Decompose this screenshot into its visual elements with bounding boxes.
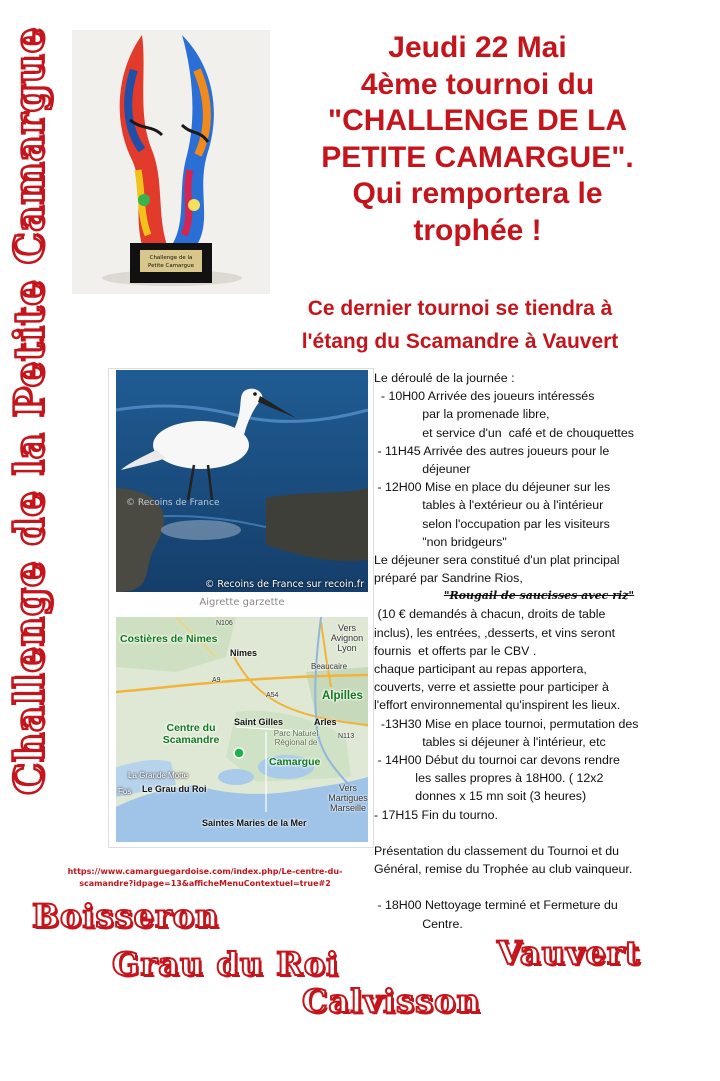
map-label-nimes: Nimes xyxy=(230,648,258,658)
heading-line: Qui remportera le xyxy=(352,177,603,210)
plaque-line1: Challenge de la xyxy=(149,255,193,261)
map-label-vers-martigues: Vers Martigues Marseille xyxy=(328,783,368,813)
program-line: donnes x 15 mn soit (3 heures) xyxy=(374,789,587,804)
program-line: les salles propres à 18H00. ( 12x2 xyxy=(374,771,604,786)
map-label-saint-gilles: Saint Gilles xyxy=(234,717,284,727)
program-line: Présentation du classement du Tournoi et du xyxy=(374,843,619,858)
map-label-camargue: Camargue xyxy=(269,756,321,768)
program-line: (10 € demandés à chacun, droits de table xyxy=(374,607,606,622)
egret-illustration xyxy=(116,370,368,592)
program-line xyxy=(374,878,704,896)
program-line xyxy=(374,824,704,842)
map-label-beaucaire: Beaucaire xyxy=(311,662,348,671)
program-line: couverts, verre et assiette pour participer à xyxy=(374,680,609,695)
heading-line: Jeudi 22 Mai xyxy=(388,31,567,64)
map-label-arles: Arles xyxy=(314,717,337,727)
program-line: tables si déjeuner à l'intérieur, etc xyxy=(374,734,606,749)
photo-credit: © Recoins de France sur recoin.fr xyxy=(204,579,364,590)
map-road-n113: N113 xyxy=(338,733,355,740)
event-heading xyxy=(280,30,675,249)
program-line: l'effort environnemental qu'inspirent les lieux. xyxy=(374,698,621,713)
program-text xyxy=(374,369,704,933)
program-line: - 14H00 Début du tournoi car devons rendre xyxy=(374,752,620,767)
program-line: -13H30 Mise en place tournoi, permutation des xyxy=(374,716,639,731)
egret-watermark: © Recoins de France xyxy=(126,498,220,508)
town-grau-du-roi: Grau du Roi xyxy=(112,945,340,983)
program-line: - 11H45 Arrivée des autres joueurs pour le xyxy=(374,443,610,458)
main-dish-line: "Rougail de saucisses avec riz" xyxy=(443,589,635,603)
program-line: tables à l'extérieur ou à l'intérieur xyxy=(374,498,604,513)
source-url[interactable]: https://www.camarguegardoise.com/index.php/Le-centre-du-scamandre?idpage=13&afficheMenuContextuel=true#2 xyxy=(67,867,343,888)
heading-line: "CHALLENGE DE LA xyxy=(327,104,628,137)
map-road-a54: A54 xyxy=(266,692,279,699)
program-line: Le déroulé de la journée : xyxy=(374,371,515,385)
map-road-n106: N106 xyxy=(216,620,233,627)
town-calvisson: Calvisson xyxy=(302,982,481,1020)
map-label-grande-motte: La Grande Motte xyxy=(128,771,189,780)
program-line: selon l'occupation par les visiteurs xyxy=(374,516,610,531)
program-line: - 17H15 Fin du tourno. xyxy=(374,807,498,822)
plaque-line2: Petite Camargue xyxy=(148,263,194,269)
program-line: préparé par Sandrine Rios, xyxy=(374,571,523,586)
map-label-grau-du-roi: Le Grau du Roi xyxy=(142,784,207,794)
program-line: déjeuner xyxy=(374,461,471,476)
trophy-photo xyxy=(72,30,270,294)
trophy-illustration xyxy=(72,30,270,294)
map-label-parc: Parc Naturel Régional de xyxy=(273,729,319,747)
photo-caption: Aigrette garzette xyxy=(199,597,285,608)
egret-photo xyxy=(116,370,368,592)
program-line: Le déjeuner sera constitué d'un plat principal xyxy=(374,552,620,567)
heading-line: trophée ! xyxy=(413,213,542,247)
program-line: Général, remise du Trophée au club vainqueur. xyxy=(374,862,633,877)
map-label-centre-scamandre: Centre du Scamandre xyxy=(162,722,220,746)
heading-line: PETITE CAMARGUE". xyxy=(321,140,634,174)
vertical-title: Challenge de la Petite Camargue xyxy=(6,26,53,795)
town-boisseron: Boisseron xyxy=(32,897,220,935)
subheading-line2: l'étang du Scamandre à Vauvert xyxy=(301,330,619,353)
program-line: par la promenade libre, xyxy=(374,407,550,422)
map-label-vers-avignon: Vers Avignon Lyon xyxy=(330,623,364,653)
venue-subheading xyxy=(250,292,670,358)
location-map xyxy=(116,617,368,842)
program-line: - 12H00 Mise en place du déjeuner sur les xyxy=(374,480,611,495)
program-line: inclus), les entrées, ,desserts, et vins seront xyxy=(374,625,616,640)
program-line: - 18H00 Nettoyage terminé et Fermeture du xyxy=(374,898,618,913)
program-line: - 10H00 Arrivée des joueurs intéressés xyxy=(374,389,595,404)
program-line: "non bridgeurs" xyxy=(374,534,507,549)
program-line: Centre. xyxy=(374,916,463,931)
map-road-a9: A9 xyxy=(212,677,221,684)
map-label-saintes-maries: Saintes Maries de la Mer xyxy=(202,818,307,828)
heading-line: 4ème tournoi du xyxy=(360,67,595,101)
program-line: chaque participant au repas apportera, xyxy=(374,662,587,676)
program-line: fournis et offerts par le CBV . xyxy=(374,643,537,658)
map-label-costieres: Costières de Nimes xyxy=(120,633,218,645)
map-label-fos: Fos xyxy=(118,787,132,796)
town-vauvert: Vauvert xyxy=(497,934,641,972)
program-line: et service d'un café et de chouquettes xyxy=(374,425,634,440)
map-label-alpilles: Alpilles xyxy=(322,690,363,702)
subheading-line1: Ce dernier tournoi se tiendra à xyxy=(307,297,613,320)
